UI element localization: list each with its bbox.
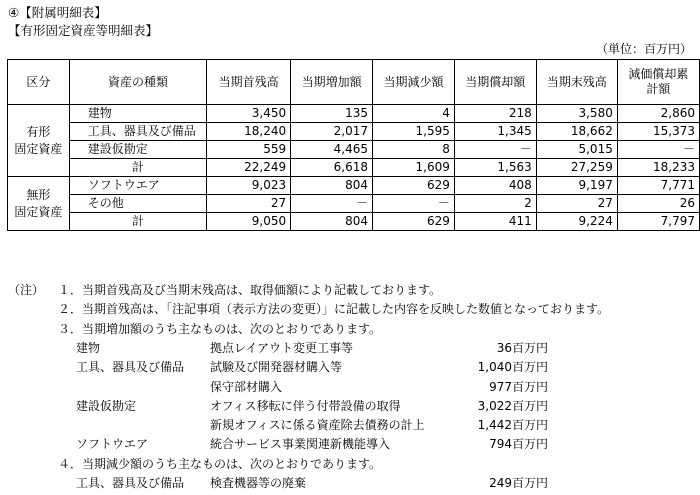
- section-title: ④【附属明細表】: [8, 5, 107, 20]
- note-text: 当期首残高は、「注記事項（表示方法の変更）」に記載した内容を反映した数値となっております。: [82, 302, 610, 316]
- table-cell: 9,224: [536, 213, 617, 231]
- category-cell-intangible: [8, 177, 70, 231]
- detail-amount: 249百万円: [489, 476, 548, 490]
- table-cell: －: [617, 141, 699, 159]
- table-row: [8, 105, 700, 123]
- table-cell: 2,860: [617, 105, 699, 123]
- col-header-accumulated-depreciation: 減価償却累計額: [617, 60, 699, 105]
- table-row: [8, 141, 700, 159]
- asset-name: 工具、器具及び備品: [69, 123, 206, 141]
- table-cell: 27: [207, 195, 291, 213]
- detail-amount: 3,022百万円: [477, 399, 548, 413]
- table-cell: －: [291, 195, 373, 213]
- table-cell: 27: [536, 195, 617, 213]
- table-cell: 3,580: [536, 105, 617, 123]
- table-total-row: [8, 159, 700, 177]
- table-cell: 4: [373, 105, 455, 123]
- table-cell: 9,023: [207, 177, 291, 195]
- table-title: 【有形固定資産等明細表】: [8, 23, 159, 38]
- table-header-row: [8, 60, 700, 105]
- category-cell-tangible: [8, 105, 70, 177]
- col-header-increase: 当期増加額: [291, 60, 373, 105]
- table-cell: 9,050: [207, 213, 291, 231]
- table-cell: 2,017: [291, 123, 373, 141]
- table-cell: 629: [373, 177, 455, 195]
- asset-name: その他: [69, 195, 206, 213]
- table-row: [8, 123, 700, 141]
- asset-name: 建設仮勘定: [69, 141, 206, 159]
- note-text: 当期増加額のうち主なものは、次のとおりであります。: [82, 322, 382, 336]
- table-cell: 804: [291, 213, 373, 231]
- asset-name: ソフトウエア: [69, 177, 206, 195]
- notes-prefix: （注）: [8, 283, 45, 297]
- fixed-assets-table: [7, 59, 700, 231]
- table-cell: －: [373, 195, 455, 213]
- col-header-decrease: 当期減少額: [373, 60, 455, 105]
- table-cell: 18,233: [617, 159, 699, 177]
- table-cell: 1,345: [454, 123, 536, 141]
- table-cell: 804: [291, 177, 373, 195]
- note-text: 当期首残高及び当期末残高は、取得価額により記載しております。: [82, 283, 442, 297]
- category-line: 有形: [26, 124, 51, 139]
- table-cell: 411: [454, 213, 536, 231]
- detail-amount: 1,442百万円: [477, 418, 548, 432]
- table-cell: 15,373: [617, 123, 699, 141]
- detail-description: 保守部材購入: [210, 380, 283, 394]
- detail-description: 拠点レイアウト変更工事等: [210, 341, 354, 355]
- table-cell: 27,259: [536, 159, 617, 177]
- note-number: ２．: [58, 302, 83, 316]
- table-cell: 7,797: [617, 213, 699, 231]
- detail-amount: 36百万円: [496, 341, 548, 355]
- asset-name: 建物: [69, 105, 206, 123]
- detail-amount: 794百万円: [489, 437, 548, 451]
- table-cell: 18,662: [536, 123, 617, 141]
- table-cell: 5,015: [536, 141, 617, 159]
- detail-description: 統合サービス事業関連新機能導入: [210, 437, 391, 451]
- detail-description: 試験及び開発器材購入等: [210, 360, 343, 374]
- table-cell: 26: [617, 195, 699, 213]
- table-cell: 22,249: [207, 159, 291, 177]
- detail-description: 検査機器等の廃棄: [210, 476, 307, 490]
- table-cell: 6,618: [291, 159, 373, 177]
- table-row: [8, 177, 700, 195]
- table-cell: 4,465: [291, 141, 373, 159]
- table-cell: 218: [454, 105, 536, 123]
- note-text: 当期減少額のうち主なものは、次のとおりであります。: [82, 457, 382, 471]
- table-cell: 559: [207, 141, 291, 159]
- note-number: ３．: [58, 322, 83, 336]
- table-cell: 408: [454, 177, 536, 195]
- detail-description: 新規オフィスに係る資産除去債務の計上: [210, 418, 425, 432]
- table-cell: 3,450: [207, 105, 291, 123]
- category-line: 固定資産: [14, 204, 63, 219]
- col-header-category: 区分: [8, 60, 70, 105]
- table-row: [8, 195, 700, 213]
- category-line: 無形: [26, 187, 51, 202]
- note-number: １．: [58, 283, 83, 297]
- table-cell: 8: [373, 141, 455, 159]
- detail-category: ソフトウエア: [76, 437, 149, 451]
- table-cell: 135: [291, 105, 373, 123]
- table-cell: 7,771: [617, 177, 699, 195]
- detail-category: 建設仮勘定: [76, 399, 137, 413]
- col-header-closing-balance: 当期末残高: [536, 60, 617, 105]
- detail-category: 建物: [76, 341, 101, 355]
- total-label: 計: [69, 213, 206, 231]
- detail-description: オフィス移転に伴う付帯設備の取得: [210, 399, 401, 413]
- table-cell: 1,563: [454, 159, 536, 177]
- note-number: ４．: [58, 457, 83, 471]
- table-cell: －: [454, 141, 536, 159]
- table-cell: 2: [454, 195, 536, 213]
- detail-category: 工具、器具及び備品: [76, 360, 185, 374]
- detail-category: 工具、器具及び備品: [76, 476, 185, 490]
- col-header-asset-type: 資産の種類: [69, 60, 206, 105]
- col-header-depreciation: 当期償却額: [454, 60, 536, 105]
- table-cell: 629: [373, 213, 455, 231]
- table-total-row: [8, 213, 700, 231]
- total-label: 計: [69, 159, 206, 177]
- table-cell: 1,609: [373, 159, 455, 177]
- col-header-opening-balance: 当期首残高: [207, 60, 291, 105]
- detail-amount: 1,040百万円: [477, 360, 548, 374]
- table-cell: 1,595: [373, 123, 455, 141]
- detail-amount: 977百万円: [489, 380, 548, 394]
- table-cell: 9,197: [536, 177, 617, 195]
- table-cell: 18,240: [207, 123, 291, 141]
- unit-label: （単位：百万円）: [595, 42, 692, 56]
- category-line: 固定資産: [14, 141, 63, 156]
